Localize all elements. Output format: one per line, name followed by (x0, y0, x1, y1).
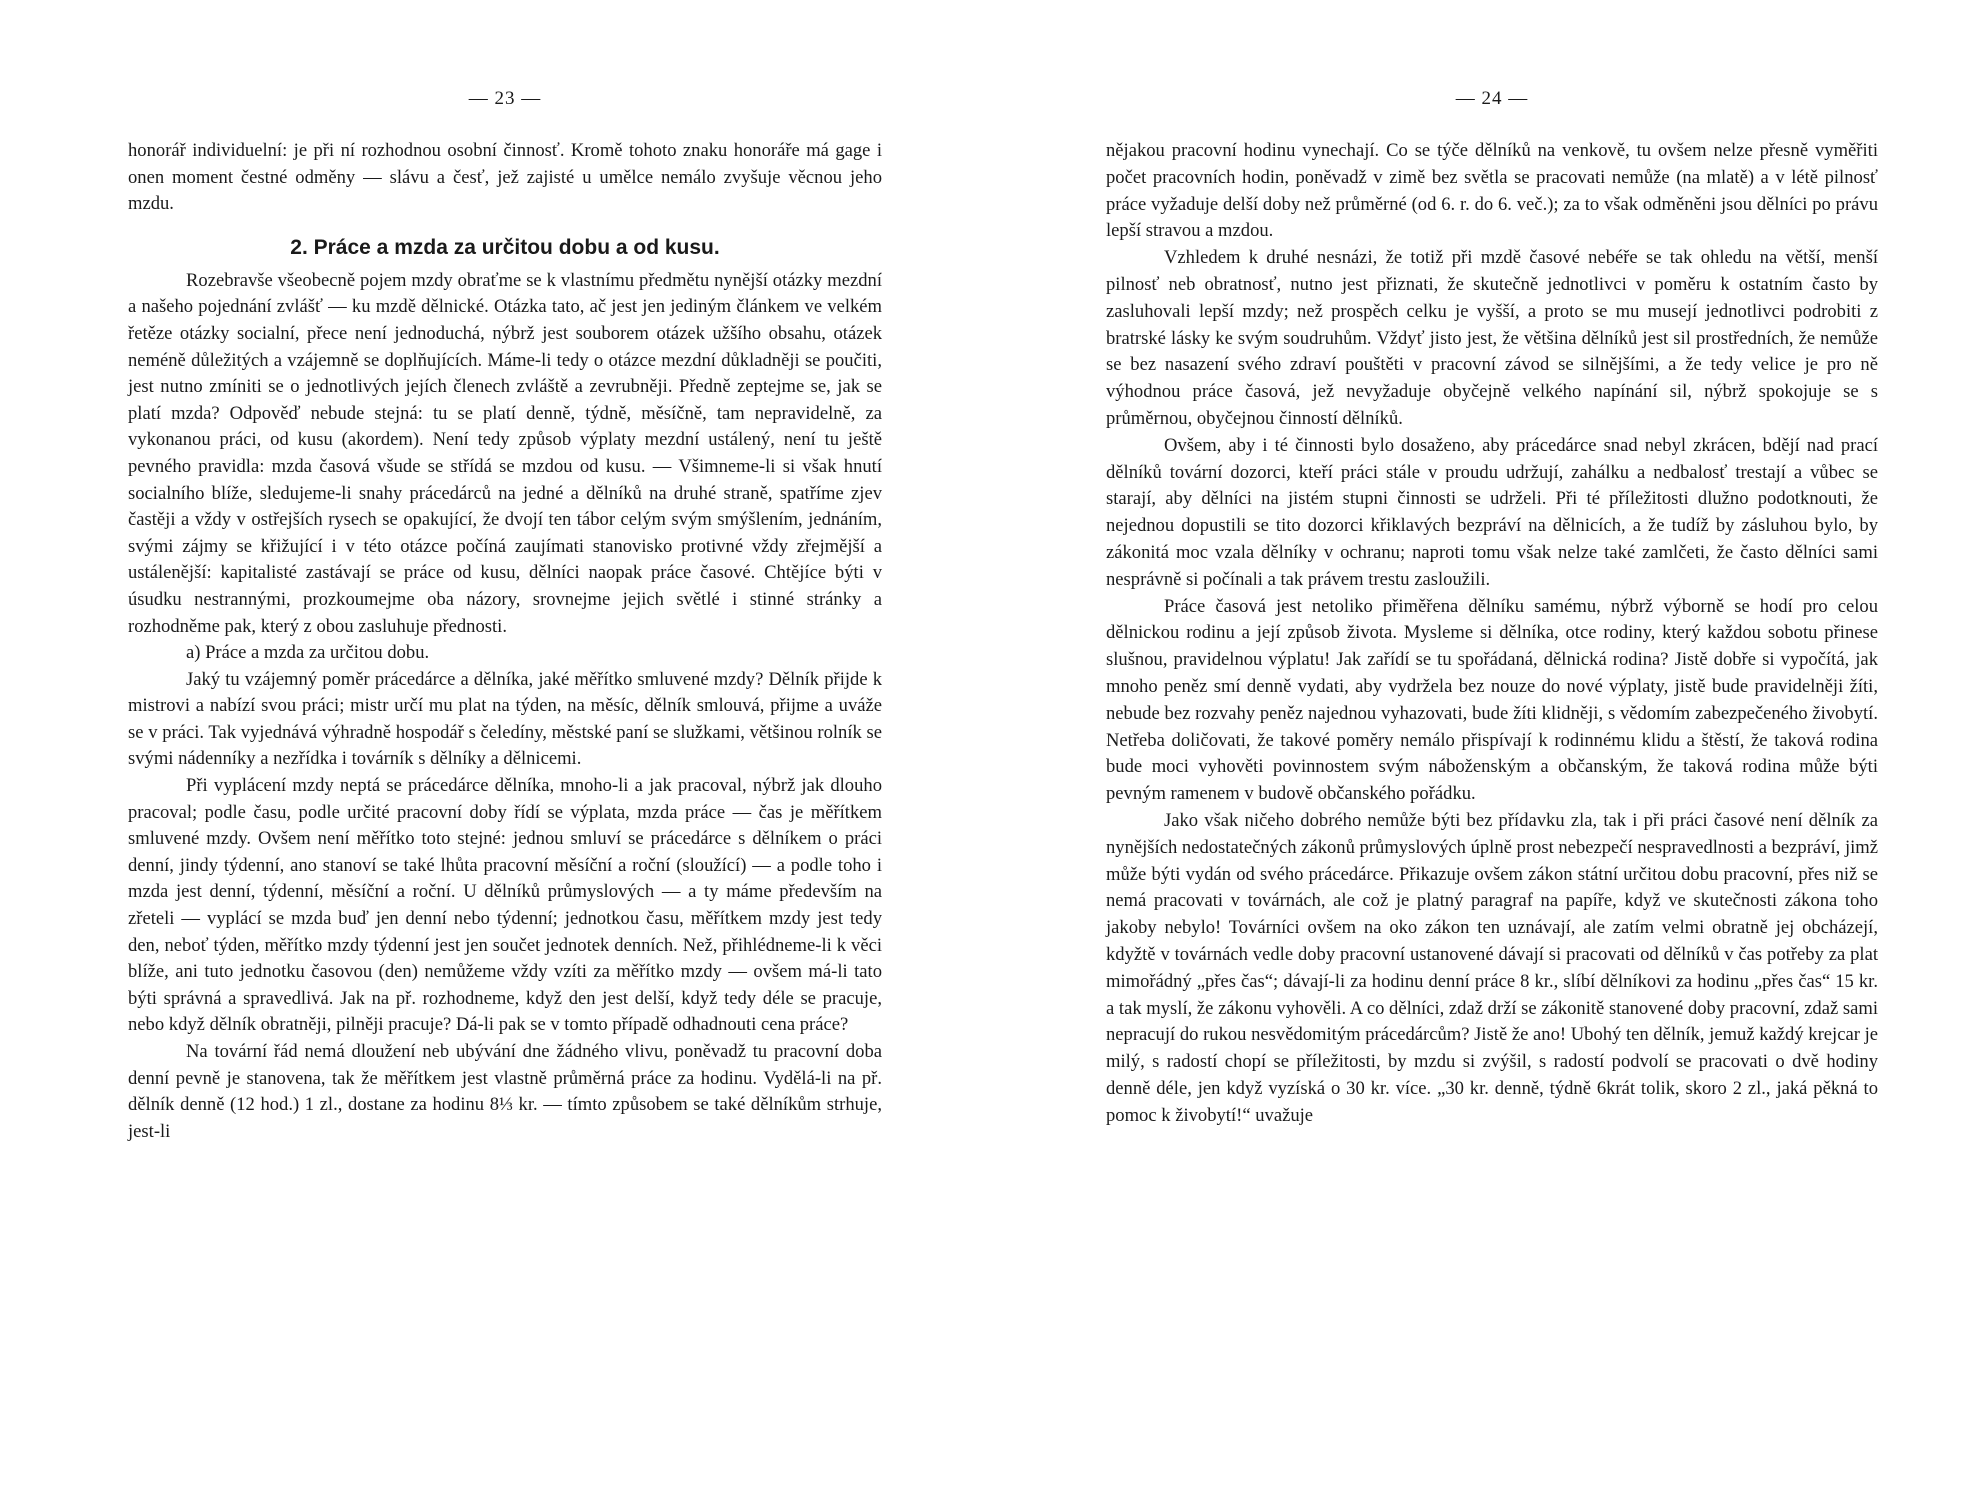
paragraph: Jako však ničeho dobrého nemůže býti bez přídavku zla, tak i při práci časové není dělník za nynějších nedostatečných zákonů průmyslových úplně prost nebezpečí nespravedlnosti a bezpráví, jimž může býti vydán od svého prácedárce. Přikazuje ovšem zákon státní určitou dobu pracovní, přes niž se nemá pracovati v továrnách, ale což je platný paragraf na papíře, když ve skutečnosti zákona toho jakoby nebylo! Továrníci ovšem na oko zákon ten uznávají, ale zatím velmi obratně jej obcházejí, kdyžtě v továrnách vedle doby pracovní ustanovené dávají si pracovati od dělníků v čas potřeby za plat mimořádný „přes čas“; dávají-li za hodinu denní práce 8 kr., slíbí dělníkovi za hodinu „přes čas“ 15 kr. a tak myslí, že zákonu vyhověli. A co dělníci, zdaž drží se zákonitě stanovené doby pracovní, zdaž sami nepracují do rukou nesvědomitým prácedárcům? Jistě že ano! Ubohý ten dělník, jemuž každý krejcar je milý, s radostí chopí se příležitosti, by mzdu si zvýšil, s radostí podvolí se pracovati o dvě hodiny denně déle, jen když vyzíská o 30 kr. více. „30 kr. denně, týdně 6krát tolik, skoro 2 zl., jaká pěkná to pomoc k živobytí!“ uvažuje (1106, 809, 1878, 1126)
paragraph: honorář individuelní: je při ní rozhodnou osobní činnosť. Kromě tohoto znaku honoráře má gage i onen moment čestné odměny — slávu a česť, jež zajisté u umělce nemálo zvyšuje věcnou jeho mzdu. (128, 140, 882, 215)
paragraph: Vzhledem k druhé nesnázi, že totiž při mzdě časové nebéře se tak ohledu na větší, menší pilnosť neb obratnosť, nutno jest přiznati, že skutečně jednotlivci v poměru k ostatním často by zasluhovali lepší mzdy; než prospěch celku je vyšší, a proto se mu musejí jednotlivci podrobiti z bratrské lásky ke svým soudruhům. Vždyť jisto jest, že většina dělníků jest sil prostředních, že nemůže se bez nasazení svého zdraví pouštěti v pracovní závod se silnějšími, a že tedy velice je pro ně výhodnou práce časová, jež nevyžaduje obyčejně velkého napínání sil, nýbrž spokojuje se s průměrnou, obyčejnou činností dělníků. (1106, 247, 1878, 429)
right-page (1106, 0, 1878, 1500)
paragraph: Rozebravše všeobecně pojem mzdy obraťme se k vlastnímu předmětu nynější otázky mezdní a našeho pojednání zvlášť — ku mzdě dělnické. Otázka tato, ač jest jen jediným článkem ve velkém řetěze otázky socialní, přece není jednoduchá, nýbrž jest souborem otázek užšího obsahu, otázek neméně důležitých a vzájemně se doplňujících. Máme-li tedy o otázce mezdní důkladněji se poučiti, jest nutno zmíniti se o jednotlivých jejích členech zvláště a zevrubněji. Předně zeptejme se, jak se platí mzda? Odpověď nebude stejná: tu se platí denně, týdně, měsíčně, tam nepravidelně, za vykonanou práci, od kusu (akordem). Není tedy způsob výplaty mezdní ustálený, není tu ještě pevného pravidla: mzda časová všude se střídá se mzdou od kusu. — Všimneme-li si však hnutí socialního blíže, sledujeme-li snahy prácedárců na jedné a dělníků na druhé straně, spatříme zjev častěji a vždy v ostřejších rysech se opakující, že dvojí ten tábor celým svým smýšlením, jednáním, svými zájmy se křižující i v této otázce počíná zaujímati stanovisko protivné vždy zřejmější a ustálenější: kapitalisté zastávají se práce od kusu, dělníci naopak práce časové. Chtějíce býti v úsudku nestrannými, prozkoumejme oba názory, srovnejme jejich světlé i stinné stránky a rozhodněme pak, který z obou zasluhuje přednosti. (128, 269, 882, 637)
paragraph: nějakou pracovní hodinu vynechají. Co se týče dělníků na venkově, tu ovšem nelze přesně vyměřiti počet pracovních hodin, poněvadž v zimě bez světla se pracovati nemůže (na mlatě) a v létě pilnosť práce vyžaduje delší doby než průměrné (od 6. r. do 6. več.); za to však odměněni jsou dělníci po právu lepší stravou a mzdou. (1106, 140, 1878, 242)
page-body (128, 138, 882, 1145)
page-number: — 24 — (1455, 88, 1529, 109)
paragraph: Při vyplácení mzdy neptá se prácedárce dělníka, mnoho-li a jak pracoval, nýbrž jak dlouho pracoval; podle času, podle určité pracovní doby řídí se výplata, mzda práce — čas je měřítkem smluvené mzdy. Ovšem není měřítko toto stejné: jednou smluví se prácedárce s dělníkem o práci denní, jindy týdenní, ano stanoví se také lhůta pracovní měsíční a roční (sloužící) — a podle toho i mzda jest denní, týdenní, měsíční a roční. U dělníků průmyslových — a ty máme především na zřeteli — vyplácí se mzda buď jen denní nebo týdenní; jednotkou času, měřítkem mzdy jest tedy den, neboť týden, měřítko mzdy týdenní jest jen součet jednotek denních. Než, přihlédneme-li k věci blíže, ani tuto jednotku časovou (den) nemůžeme vždy vzíti za měřítko mzdy — ovšem má-li tato býti správná a spravedlivá. Jak na př. rozhodneme, když den jest delší, když tedy déle se pracuje, nebo když dělník obratněji, pilněji pracuje? Dá-li pak se v tomto případě odhadnouti cena práce? (128, 775, 882, 1036)
page-body (1106, 138, 1878, 1129)
paragraph: Jaký tu vzájemný poměr prácedárce a dělníka, jaké měřítko smluvené mzdy? Dělník přijde k mistrovi a nabízí svou práci; mistr určí mu plat na týden, na měsíc, dělník smlouvá, přijme a uváže se v práci. Tak vyjednává výhradně hospodář s čeledíny, městské paní se služkami, většinou rolník se svými nádenníky a nezřídka i továrník s dělníky a dělnicemi. (128, 668, 882, 770)
subsection-heading: a) Práce a mzda za určitou dobu. (186, 642, 430, 664)
left-page (128, 0, 882, 1500)
paragraph: Na tovární řád nemá dloužení neb ubývání dne žádného vlivu, poněvadž tu pracovní doba denní pevně je stanovena, tak že měřítkem jest vlastně průměrná práce za hodinu. Vydělá-li na př. dělník denně (12 hod.) 1 zl., dostane za hodinu 8⅓ kr. — tímto způsobem se také dělníkům strhuje, jest-li (128, 1041, 882, 1142)
page-number: — 23 — (468, 88, 542, 109)
section-heading: 2. Práce a mzda za určitou dobu a od kusu. (290, 235, 720, 259)
paragraph: Práce časová jest netoliko přiměřena dělníku samému, nýbrž výborně se hodí pro celou dělnickou rodinu a její způsob života. Mysleme si dělníka, otce rodiny, který každou sobotu přinese slušnou, pravidelnou výplatu! Jak zařídí se tu spořádaná, dělnická rodina? Jistě dobře si vypočítá, jak mnoho peněz smí denně vydati, aby vydržela bez nouze do nové výplaty, jistě bude pravidelněji žíti, nebude bez rozvahy peněz najednou vyhazovati, bude žíti klidněji, s vědomím zabezpečeného živobytí. Netřeba doličovati, že takové poměry nemálo přispívají k rodinnému klidu a štěstí, že taková rodina bude moci vyhověti povinnostem svým náboženským a občanským, že taková rodina může býti pevným ramenem v budově občanského pořádku. (1106, 595, 1878, 805)
paragraph: Ovšem, aby i té činnosti bylo dosaženo, aby prácedárce snad nebyl zkrácen, bdějí nad prací dělníků tovární dozorci, kteří práci stále v proudu udržují, zahálku a nedbalosť trestají a vůbec se starají, aby dělníci na jistém stupni činnosti se udrželi. Při té příležitosti dlužno podotknouti, že nejednou dopustili se tito dozorci křiklavých bezpráví na dělnicích, a že tudíž by zásluhou bylo, by zákonitá moc vzala dělníky v ochranu; naproti tomu však nelze také zamlčeti, že často dělníci sami nesprávně si počínali a tak právem trestu zasloužili. (1106, 434, 1878, 590)
